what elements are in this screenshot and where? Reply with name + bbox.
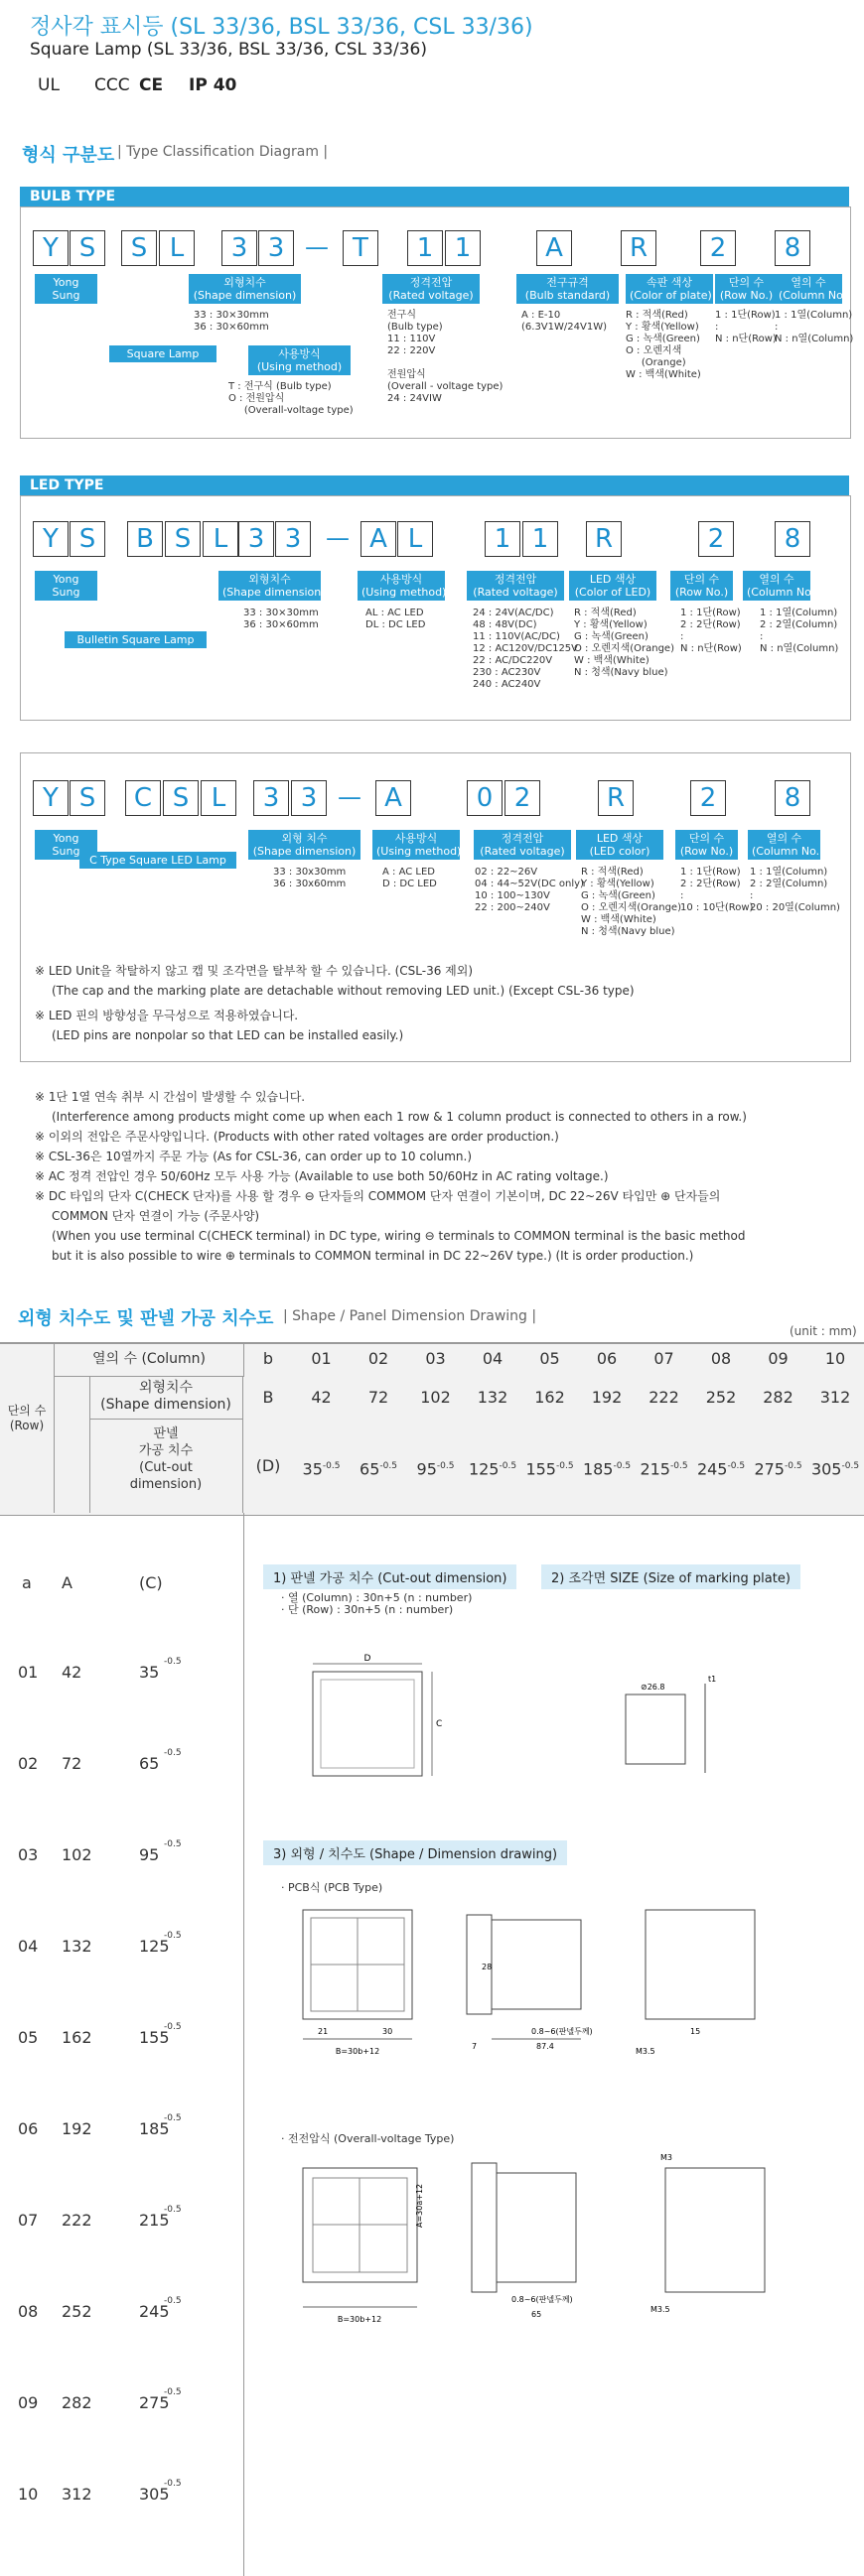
page-subtitle: Square Lamp (SL 33/36, BSL 33/36, CSL 33/36) (30, 40, 427, 60)
D-value-9 (807, 1420, 864, 1513)
csl-detail-usage: A : AC LED D : DC LED (382, 867, 437, 889)
general-note-3: ※ 이외의 전압은 주문사양입니다. (Products with other rated voltages are order production.) (35, 1130, 559, 1144)
row-a-8: 09 (18, 2393, 39, 2412)
bulb-detail-shape: 33 : 30×30mm 36 : 30×60mm (194, 310, 269, 333)
led-code-9: L (397, 521, 433, 557)
D-value-main-5: 185 (582, 1459, 614, 1479)
row-C-7: 245 (139, 2302, 170, 2321)
bulb-code-13: 8 (775, 230, 810, 266)
D-value-tol-1: -0.5 (379, 1461, 397, 1471)
csl-code-2: C (125, 780, 161, 816)
bulb-label-bulb: 전구규격 (Bulb standard) (516, 274, 619, 304)
row-A-5: 192 (62, 2119, 92, 2138)
row-header: 단의 수 (Row) (0, 1342, 55, 1513)
led-code-2: B (127, 521, 163, 557)
B-value-8: 282 (763, 1388, 793, 1407)
col-number-0: 01 (311, 1349, 332, 1368)
csl-label-color: LED 색상 (LED color) (576, 830, 663, 860)
led-label-bulletin: Bulletin Square Lamp (65, 631, 207, 648)
col-number-6: 07 (653, 1349, 674, 1368)
led-detail-shape: 33 : 30×30mm 36 : 30×60mm (243, 608, 319, 630)
ip-rating: IP 40 (189, 75, 237, 95)
row-A-7: 252 (62, 2302, 92, 2321)
bulb-label-usage: 사용방식 (Using method) (248, 345, 351, 375)
csl-code-7: — (338, 783, 361, 811)
bulb-code-4: 3 (221, 230, 257, 266)
bulb-code-0: Y (33, 230, 69, 266)
led-label-shape: 외형치수 (Shape dimension) (218, 571, 321, 601)
led-label-color: LED 색상 (Color of LED) (569, 571, 656, 601)
B-value-9: 312 (819, 1388, 851, 1407)
csl-code-1: S (70, 780, 105, 816)
csl-label-ctype: C Type Square LED Lamp (79, 852, 236, 869)
csl-code-8: A (375, 780, 411, 816)
bulb-label-yong: Yong Sung (35, 274, 97, 304)
row-tol-4: -0.5 (164, 2022, 182, 2032)
led-code-5: 3 (238, 521, 274, 557)
ccc-cert-icon: CCC (94, 75, 130, 95)
bulb-code-8: 1 (407, 230, 443, 266)
general-note-4: ※ CSL-36은 10열까지 주문 가능 (As for CSL-36, can order up to 10 column.) (35, 1150, 473, 1163)
row-tol-5: -0.5 (164, 2113, 182, 2123)
B-label: B (262, 1388, 274, 1407)
D-value-tol-6: -0.5 (669, 1461, 688, 1471)
D-value-3 (465, 1420, 521, 1513)
bulb-label-row: 단의 수 (Row No.) (715, 274, 778, 304)
led-code-7: — (326, 524, 350, 552)
panel1-notes: · 열 (Column) : 30n+5 (n : number) · 단 (Row) : 30n+5 (n : number) (281, 1591, 473, 1616)
D-value-main-3: 125 (468, 1459, 500, 1479)
bulb-label-square: Square Lamp (109, 345, 216, 362)
D-value-tol-4: -0.5 (555, 1461, 574, 1471)
pcb-M35: M3.5 (636, 2047, 655, 2056)
bulb-code-2: S (121, 230, 157, 266)
row-C-8: 275 (139, 2393, 170, 2412)
csl-label-voltage: 정격전압 (Rated voltage) (474, 830, 571, 860)
panel-drawing-svg (303, 1654, 750, 1821)
csl-code-13: 8 (775, 780, 810, 816)
overall-B30: B=30b+12 (337, 2315, 382, 2324)
row-a-5: 06 (18, 2119, 39, 2138)
bulb-detail-row: 1 : 1단(Row) : N : n단(Row) (715, 310, 777, 344)
row-a-1: 02 (18, 1754, 39, 1773)
bulb-detail-voltage: 전구식 (Bulb type) 11 : 110V 22 : 220V 전원압식 (Overall - voltage type) 24 : 24VIW (387, 310, 504, 404)
led-code-13: 2 (698, 521, 734, 557)
page-title: 정사각 표시등 (SL 33/36, BSL 33/36, CSL 33/36) (30, 15, 533, 40)
pcb-30: 30 (382, 2027, 393, 2036)
B-value-5: 192 (591, 1388, 623, 1407)
D-value-main-1: 65 (360, 1459, 380, 1479)
bulb-type-header: BULB TYPE (20, 187, 849, 206)
led-code-4: L (203, 521, 238, 557)
row-a-6: 07 (18, 2211, 39, 2230)
bulb-code-11: R (621, 230, 656, 266)
row-A-9: 312 (62, 2485, 92, 2504)
dimension-title: 외형 치수도 및 판넬 가공 치수도 (18, 1308, 274, 1329)
pcb-drawing-svg (273, 1900, 849, 2099)
col-number-7: 08 (710, 1349, 732, 1368)
led-code-12: R (586, 521, 622, 557)
csl-detail-row: 1 : 1단(Row) 2 : 2단(Row) : 10 : 10단(Row) (680, 867, 754, 913)
bulb-code-6: — (305, 233, 329, 261)
row-a-0: 01 (18, 1663, 39, 1682)
D-value-7 (693, 1420, 750, 1513)
bulb-code-7: T (343, 230, 378, 266)
pcb-21: 21 (318, 2027, 329, 2036)
pcb-874: 87.4 (536, 2042, 554, 2051)
D-value-main-0: 35 (302, 1459, 323, 1479)
row-C-1: 65 (139, 1754, 160, 1773)
row-a-2: 03 (18, 1845, 39, 1864)
pcb-label: · PCB식 (PCB Type) (281, 1881, 383, 1894)
pcb-pin: 0.8~6(판넬두께) (531, 2027, 593, 2036)
col-number-2: 03 (425, 1349, 446, 1368)
csl-detail-shape: 33 : 30x30mm 36 : 30x60mm (273, 867, 347, 889)
row-tol-8: -0.5 (164, 2387, 182, 2397)
csl-code-12: 2 (690, 780, 726, 816)
csl-label-usage: 사용방식 (Using method) (372, 830, 460, 860)
row-C-4: 155 (139, 2028, 170, 2047)
cutout-header: 판넬 가공 치수 (Cut-out dimension) (89, 1420, 243, 1513)
led-label-row: 단의 수 (Row No.) (670, 571, 733, 601)
row-C-0: 35 (139, 1663, 160, 1682)
row-A-1: 72 (62, 1754, 82, 1773)
row-C-3: 125 (139, 1937, 170, 1956)
overall-pin: 0.8~6(판넬두께) (511, 2295, 573, 2304)
column-header: 열의 수 (Column) (55, 1342, 244, 1377)
D-value-main-6: 215 (640, 1459, 670, 1479)
D-value-main-7: 245 (696, 1459, 728, 1479)
row-a-9: 10 (18, 2485, 39, 2504)
dim-C: C (436, 1719, 443, 1729)
B-value-1: 72 (367, 1388, 389, 1407)
bulb-label-color: 속판 색상 (Color of plate) (626, 274, 713, 304)
led-detail-col: 1 : 1열(Column) 2 : 2열(Column) : N : n열(Column) (760, 608, 839, 654)
led-type-header: LED TYPE (20, 475, 849, 495)
row-a-7: 08 (18, 2302, 39, 2321)
row-A-2: 102 (62, 1845, 92, 1864)
csl-note-2: (The cap and the marking plate are detachable without removing LED unit.) (Except CSL-36 type) (52, 984, 635, 998)
led-code-6: 3 (275, 521, 311, 557)
csl-detail-col: 1 : 1열(Column) 2 : 2열(Column) : 20 : 20열(Column) (750, 867, 840, 913)
dim-w268: ⊘26.8 (641, 1683, 665, 1692)
row-tol-0: -0.5 (164, 1657, 182, 1667)
csl-code-5: 3 (253, 780, 289, 816)
led-detail-row: 1 : 1단(Row) 2 : 2단(Row) : N : n단(Row) (680, 608, 742, 654)
D-value-main-2: 95 (416, 1459, 437, 1479)
general-note-7: COMMON 단자 연결이 가능 (주문사양) (52, 1209, 260, 1223)
D-value-4 (521, 1420, 578, 1513)
led-label-usage: 사용방식 (Using method) (358, 571, 445, 601)
col-number-4: 05 (539, 1349, 560, 1368)
row-tol-3: -0.5 (164, 1931, 182, 1941)
left-head-C: (C) (139, 1573, 163, 1592)
bulb-detail-usage: T : 전구식 (Bulb type) O : 전원압식 (Overall-voltage type) (228, 381, 354, 416)
csl-label-shape: 외형 치수 (Shape dimension) (248, 830, 360, 860)
led-label-col: 열의 수 (Column No.) (743, 571, 810, 601)
row-a-4: 05 (18, 2028, 39, 2047)
row-tol-9: -0.5 (164, 2479, 182, 2489)
panel2-label: 2) 조각면 SIZE (Size of marking plate) (541, 1564, 800, 1589)
header-spacer (55, 1376, 90, 1513)
csl-note-1: ※ LED Unit을 착탈하지 않고 캡 및 조각면을 탈부착 할 수 있습니다. (CSL-36 제외) (35, 964, 474, 978)
row-tol-1: -0.5 (164, 1748, 182, 1758)
row-a-3: 04 (18, 1937, 39, 1956)
panel3-label: 3) 외형 / 치수도 (Shape / Dimension drawing) (263, 1840, 567, 1865)
D-value-tol-7: -0.5 (727, 1461, 746, 1471)
overall-M3: M3 (660, 2153, 672, 2162)
pcb-B30: B=30b+12 (335, 2047, 380, 2056)
D-value-6 (636, 1420, 692, 1513)
unit-label: (unit : mm) (790, 1324, 857, 1338)
D-value-2 (407, 1420, 464, 1513)
led-code-11: 1 (522, 521, 558, 557)
general-note-1: ※ 1단 1열 연속 취부 시 간섭이 발생할 수 있습니다. (35, 1090, 306, 1104)
D-value-tol-9: -0.5 (841, 1461, 860, 1471)
led-code-14: 8 (775, 521, 810, 557)
col-number-8: 09 (768, 1349, 789, 1368)
D-value-5 (579, 1420, 636, 1513)
row-C-2: 95 (139, 1845, 160, 1864)
led-code-8: A (360, 521, 396, 557)
ul-cert-icon: UL (38, 75, 60, 95)
bulb-code-1: S (70, 230, 105, 266)
csl-code-11: R (598, 780, 634, 816)
bulb-label-voltage: 정격전압 (Rated voltage) (382, 274, 480, 304)
col-number-3: 04 (482, 1349, 504, 1368)
shape-header: 외형치수 (Shape dimension) (89, 1376, 243, 1420)
row-A-0: 42 (62, 1663, 82, 1682)
D-value-main-9: 305 (810, 1459, 842, 1479)
overall-drawing-svg (273, 2148, 849, 2367)
bulb-detail-color: R : 적색(Red) Y : 황색(Yellow) G : 녹색(Green) O : 오렌지색 (Orange) W : 백색(White) (626, 310, 701, 380)
pcb-28: 28 (482, 1963, 493, 1971)
led-detail-color: R : 적색(Red) Y : 황색(Yellow) G : 녹색(Green) O : 오렌지색(Orange) W : 백색(White) N : 청색(Navy blue) (574, 608, 674, 678)
row-C-5: 185 (139, 2119, 170, 2138)
led-code-1: S (70, 521, 105, 557)
bulb-code-10: A (536, 230, 572, 266)
D-value-tol-8: -0.5 (784, 1461, 802, 1471)
dimension-subtitle: Shape / Panel Dimension Drawing (292, 1308, 527, 1324)
D-value-main-4: 155 (525, 1459, 556, 1479)
B-value-4: 162 (534, 1388, 565, 1407)
row-A-3: 132 (62, 1937, 92, 1956)
bulb-detail-bulb: A : E-10 (6.3V1W/24V1W) (521, 310, 607, 333)
col-number-1: 02 (367, 1349, 389, 1368)
csl-detail-voltage: 02 : 22~26V 04 : 44~52V(DC only) 10 : 100~130V 22 : 200~240V (475, 867, 584, 913)
page: 정사각 표시등 (SL 33/36, BSL 33/36, CSL 33/36) Square Lamp (SL 33/36, BSL 33/36, CSL 33/36) UL CCC CE IP 40 형식 구분도 | Type Classification Diagram | BULB TYPE Y S S L 3 3 — T 1 1 A R 2 8 Yong Sung Square Lamp 외형치수 (Shape dimension) 사용방식 (Using method) 정격전압 (Rated voltage) 전구규격 (Bulb standard) 속판 색상 (Color of plate) 단의 수 (Row No.) 열의 수 (Column No.) 33 : 30×30mm 36 : 30×60mm T : 전구식 (Bulb type) O : 전원압식 (Overall-voltage type) 전구식 (Bulb type) 11 : 110V 22 : 220V 전원압식 (Overall - voltage type) 24 : 24VIW A : E-10 (6.3V1W/24V1W) R : 적색(Red) Y : 황색(Yellow) G : 녹색(Green) O : 오렌지색 (Orange) W : 백색(White) 1 : 1단(Row) : N : n단(Row) 1 : 1열(Column) : N : n열(Column) LED TYPE Y S B S L 3 3 — A L 1 1 R 2 8 Yong Sung Bulletin Square Lamp 외형치수 (Shape dimension) 사용방식 (Using method) 정격전압 (Rated voltage) LED 색상 (Color of LED) 단의 수 (Row No.) 열의 수 (Column No.) 33 : 30×30mm 36 : 30×60mm AL : AC LED DL : DC LED 24 : 24V(AC/DC) 48 : 48V(DC) 11 : 110V(AC/DC) 12 : AC120V/DC125V 22 : AC/DC220V 230 : AC230V 240 : AC240V R : 적색(Red) Y : 황색(Yellow) G : 녹색(Green) O : 오렌지색(Orange) W : 백색(White) N : 청색(Navy blue) 1 : 1단(Row) 2 : 2단(Row) : N : n단(Row) 1 : 1열(Column) 2 : 2열(Column) : N : n열(Column) Y S C S L 3 3 — A 0 2 R 2 8 Yong Sung C Type Square LED Lamp 외형 치수 (Shape dimension) 사용방식 (Using method) 정격전압 (Rated voltage) LED 색상 (LED color) 단의 수 (Row No.) 열의 수 (Column No.) 33 : 30x30mm 36 : 30x60mm A : AC LED D : DC LED 02 : 22~26V 04 : 44~52V(DC only) 10 : 100~130V 22 : 200~240V R : 적색(Red) Y : 황색(Yellow) G : 녹색(Green) O : 오렌지색(Orange) W : 백색(White) N : 청색(Navy blue) 1 : 1단(Row) 2 : 2단(Row) : 10 : 10단(Row) 1 : 1열(Column) 2 : 2열(Column) : 20 : 20열(Column) ※ LED Unit을 착탈하지 않고 캡 및 조각면을 탈부착 할 수 있습니다. (CSL-36 제외) (The cap and the marking plate are detachable without removing LED unit.) (Except CSL-36 type) ※ LED 핀의 방향성을 무극성으로 적용하였습니다. (LED pins are nonpolar so that LED can be installed easily.) ※ 1단 1열 연속 취부 시 간섭이 발생할 수 있습니다. (Interference among products might come up when each 1 row & 1 column product is connected to others in a row.) ※ 이외의 전압은 주문사양입니다. (Products with other rated voltages are order production.) ※ CSL-36은 10열까지 주문 가능 (As for CSL-36, can order up to 10 column.) ※ AC 정격 전압인 경우 50/60Hz 모두 사용 가능 (Available to use both 50/60Hz in AC rating voltage.) ※ DC 타입의 단자 C(CHECK 단자)를 사용 할 경우 ⊖ 단자들의 COMMOM 단자 연결이 기본이며, DC 22~26V 타입만 ⊕ 단자들의 COMMON 단자 연결이 가능 (주문사양) (When you use terminal C(CHECK terminal) in DC type, wiring ⊖ terminals to COMMON terminal is the basic method but it is also possible to wire ⊕ terminals to COMMON terminal in DC 22~26V type.) (It is order production.) 외형 치수도 및 판넬 가공 치수도 | Shape / Panel Dimension Drawing | (unit : mm) 단의 수 (Row) 열의 수 (Column) 외형치수 (Shape dimension) 판넬 가공 치수 (Cut-out dimension) b B (D) 01 42 $35^{-0.5}$ 02 72 $65^{-0.5}$ 03 102 $95^{-0.5}$ 04 132 $125^{-0.5}$ 05 162 $155^{-0.5}$ 06 192 $185^{-0.5}$ 07 222 $215^{-0.5}$ 08 252 $245^{-0.5}$ 09 282 $275^{-0.5}$ 10 312 $305^{-0.5}$ a A (C) 01 42 35 -0.5 02 72 65 -0.5 03 102 95 -0.5 04 132 125 -0.5 05 162 155 -0.5 06 192 185 -0.5 07 222 215 -0.5 08 252 245 -0.5 09 282 275 -0.5 10 312 305 -0.5 1) 판넬 가공 치수 (Cut-out dimension) · 열 (Column) : 30n+5 (n : number) · 단 (Row) : 30n+5 (n : number) 2) 조각면 SIZE (Size of marking plate) D C ⊘26.8 t1 3) 외형 / 치수도 (Shape / Dimension drawing) · PCB식 (PCB Type) B=30b+12 21 30 0.8~6(판넬두께) 7 87.4 28 15 M3.5 · 전전압식 (Overall-voltage Type) B=30b+12 A=30a+12 0.8~6(판넬두께) 65 M3 M3.5 (0, 0, 864, 2576)
bulb-code-9: 1 (445, 230, 481, 266)
led-detail-voltage: 24 : 24V(AC/DC) 48 : 48V(DC) 11 : 110V(AC/DC) 12 : AC120V/DC125V 22 : AC/DC220V 230 : AC230V 240 : AC240V (473, 608, 579, 690)
general-note-9: but it is also possible to wire ⊕ terminals to COMMON terminal in DC 22~26V type.) (It is order production.) (52, 1249, 694, 1263)
ce-cert-icon: CE (139, 75, 164, 95)
general-note-6: ※ DC 타입의 단자 C(CHECK 단자)를 사용 할 경우 ⊖ 단자들의 COMMOM 단자 연결이 기본이며, DC 22~26V 타입만 ⊕ 단자들의 (35, 1189, 721, 1203)
left-head-A: A (62, 1573, 72, 1592)
B-value-7: 252 (705, 1388, 737, 1407)
csl-code-9: 0 (467, 780, 503, 816)
pcb-7: 7 (472, 2042, 478, 2051)
drawing-area (243, 1513, 864, 2576)
row-C-6: 215 (139, 2211, 170, 2230)
col-number-5: 06 (596, 1349, 618, 1368)
csl-code-3: S (163, 780, 199, 816)
row-A-8: 282 (62, 2393, 92, 2412)
classification-subtitle: Type Classification Diagram (126, 144, 319, 160)
general-note-8: (When you use terminal C(CHECK terminal) in DC type, wiring ⊖ terminals to COMMON terminal is the basic method (52, 1229, 746, 1243)
bulb-label-col: 열의 수 (Column No.) (775, 274, 842, 304)
led-code-10: 1 (485, 521, 520, 557)
row-tol-7: -0.5 (164, 2296, 182, 2306)
D-value-tol-0: -0.5 (322, 1461, 341, 1471)
D-value-tol-5: -0.5 (613, 1461, 632, 1471)
bulb-code-12: 2 (700, 230, 736, 266)
csl-note-3: ※ LED 핀의 방향성을 무극성으로 적용하였습니다. (35, 1009, 299, 1022)
csl-code-10: 2 (504, 780, 540, 816)
csl-note-4: (LED pins are nonpolar so that LED can be installed easily.) (52, 1028, 404, 1042)
D-value-0 (293, 1420, 350, 1513)
bulb-code-3: L (159, 230, 195, 266)
bulb-label-shape: 외형치수 (Shape dimension) (189, 274, 301, 304)
led-label-voltage: 정격전압 (Rated voltage) (467, 571, 564, 601)
B-value-0: 42 (311, 1388, 332, 1407)
D-label: (D) (255, 1456, 281, 1475)
led-code-0: Y (33, 521, 69, 557)
D-value-8 (750, 1420, 806, 1513)
csl-label-yong: Yong Sung (35, 830, 97, 860)
panel1-label: 1) 판넬 가공 치수 (Cut-out dimension) (263, 1564, 516, 1589)
csl-label-col: 열의 수 (Column No.) (748, 830, 820, 860)
D-value-tol-2: -0.5 (436, 1461, 455, 1471)
D-value-1 (351, 1420, 407, 1513)
overall-M35: M3.5 (650, 2305, 670, 2314)
b-label: b (262, 1349, 274, 1368)
general-note-5: ※ AC 정격 전압인 경우 50/60Hz 모두 사용 가능 (Available to use both 50/60Hz in AC rating voltage.) (35, 1169, 609, 1183)
B-value-6: 222 (648, 1388, 679, 1407)
dim-D: D (363, 1654, 371, 1664)
bulb-code-5: 3 (258, 230, 294, 266)
bulb-detail-col: 1 : 1열(Column) : N : n열(Column) (775, 310, 854, 344)
led-code-3: S (165, 521, 201, 557)
led-label-yong: Yong Sung (35, 571, 97, 601)
row-A-4: 162 (62, 2028, 92, 2047)
row-A-6: 222 (62, 2211, 92, 2230)
row-tol-2: -0.5 (164, 1839, 182, 1849)
csl-label-row: 단의 수 (Row No.) (675, 830, 738, 860)
csl-code-0: Y (33, 780, 69, 816)
csl-code-6: 3 (291, 780, 327, 816)
dim-t1: t1 (708, 1675, 717, 1684)
B-value-2: 102 (420, 1388, 451, 1407)
general-note-2: (Interference among products might come up when each 1 row & 1 column product is connected to others in a row.) (52, 1110, 747, 1124)
led-detail-usage: AL : AC LED DL : DC LED (365, 608, 426, 630)
pcb-15: 15 (690, 2027, 701, 2036)
B-value-3: 132 (477, 1388, 508, 1407)
csl-code-4: L (201, 780, 236, 816)
D-value-main-8: 275 (754, 1459, 785, 1479)
row-C-9: 305 (139, 2485, 170, 2504)
D-value-tol-3: -0.5 (499, 1461, 517, 1471)
row-tol-6: -0.5 (164, 2205, 182, 2215)
col-number-9: 10 (824, 1349, 846, 1368)
classification-title: 형식 구분도 (22, 145, 115, 166)
overall-label: · 전전압식 (Overall-voltage Type) (281, 2132, 455, 2145)
left-head-a: a (22, 1573, 32, 1592)
csl-detail-color: R : 적색(Red) Y : 황색(Yellow) G : 녹색(Green) O : 오렌지색(Orange) W : 백색(White) N : 청색(Navy blue) (581, 867, 681, 937)
overall-65: 65 (531, 2310, 542, 2319)
overall-A30: A=30a+12 (415, 2183, 424, 2228)
